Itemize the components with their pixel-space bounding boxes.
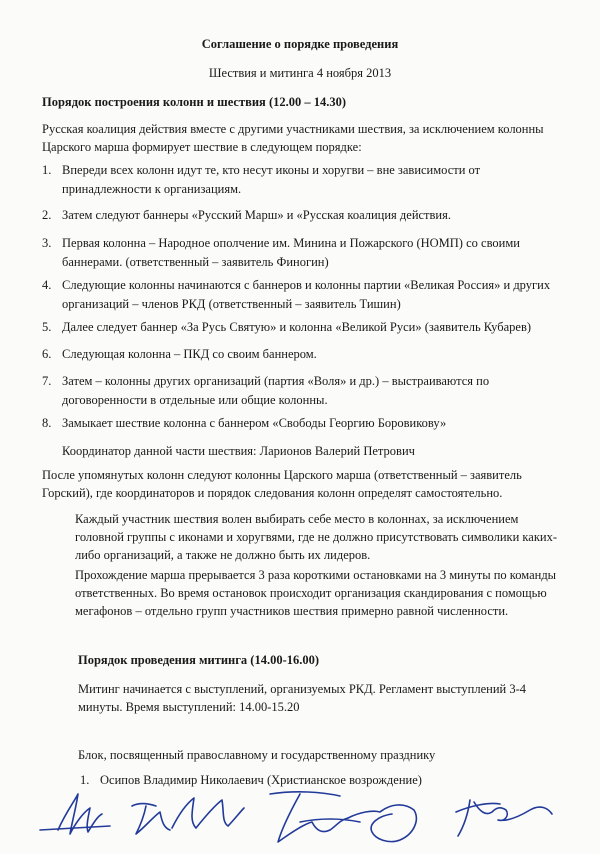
signature-stroke [132,804,170,834]
list-item-number: 8. [42,416,52,430]
document-subtitle: Шествия и митинга 4 ноября 2013 [208,66,392,80]
section-heading-procession: Порядок построения колонн и шествия (12.00 – 14.30) [42,95,347,109]
after-columns-paragraph: После упомянутых колонн следуют колонны Царского марша (ответственный – заявитель Горский), где координаторов и порядок следования колонн определят самостоятельно. [42,468,522,500]
signature-stroke [270,792,348,842]
intro-paragraph: Русская коалиция действия вместе с другими участниками шествия, за исключением колонны Царского марша формирует шествие в следующем порядке: [42,122,544,154]
list-item [42,234,562,272]
list-item [42,276,562,314]
list-item-text: Затем – колонны других организаций (партия «Воля» и др.) – выстраиваются по договоренности в отдельные или общие колонны. [62,374,490,407]
document-title: Соглашение о порядке проведения [201,37,399,51]
list-item [42,372,562,410]
list-item-number: 1. [80,773,90,787]
list-item [42,318,562,337]
list-item-text: Первая колонна – Народное ополчение им. Минина и Пожарского (НОМП) со своими баннерами. (ответственный – заявитель Финогин) [62,236,520,269]
list-item [42,161,562,199]
participants-paragraph: Каждый участник шествия волен выбирать себе место в колоннах, за исключением головной группы с иконами и хоругвями, где не должно присутствовать символики каких-либо организаций, а также не должно быть их лидеров. [75,512,558,562]
list-item-number: 3. [42,236,52,250]
signature-stroke [300,819,360,822]
list-item-text: Впереди всех колонн идут те, кто несут иконы и хоругви – вне зависимости от принадлежности к организациям. [62,163,481,196]
list-item-number: 1. [42,163,52,177]
list-item-number: 2. [42,208,52,222]
coordinator-line: Координатор данной части шествия: Ларионов Валерий Петрович [62,444,415,458]
list-item-text: Далее следует баннер «За Русь Святую» и колонна «Великой Руси» (заявитель Кубарев) [62,320,532,334]
rally-paragraph: Митинг начинается с выступлений, организуемых РКД. Регламент выступлений 3-4 минуты. Время выступлений: 14.00-15.20 [78,682,526,714]
signature-stroke [40,826,110,830]
handwritten-signatures [0,782,600,854]
list-item-number: 5. [42,320,52,334]
block-heading: Блок, посвященный православному и государственному празднику [78,748,436,762]
list-item [42,206,562,225]
list-item [42,414,562,433]
list-item-text: Замыкает шествие колонна с баннером «Свободы Георгию Боровикову» [62,416,447,430]
list-item-text: Следующая колонна – ПКД со своим баннером. [62,347,317,361]
list-item-number: 7. [42,374,52,388]
signature-stroke [348,805,416,842]
list-item-text: Следующие колонны начинаются с баннеров и колонны партии «Великая Россия» и других организаций – членов РКД (ответственный – заявитель Тишин) [62,278,551,311]
march-stops-paragraph: Прохождение марша прерывается 3 раза короткими остановками на 3 минуты по команды ответственных. Во время остановок происходит организация скандирования с помощью мегафонов – отдельно групп участников шествия примерно равной численности. [75,568,557,618]
list-item-text: Затем следуют баннеры «Русский Марш» и «Русская коалиция действия. [62,208,451,222]
list-item-number: 6. [42,347,52,361]
signature-stroke [172,798,244,828]
signature-stroke [458,800,552,836]
list-item-number: 4. [42,278,52,292]
list-item [42,345,562,364]
section-heading-rally: Порядок проведения митинга (14.00-16.00) [78,653,320,667]
list-item-text: Осипов Владимир Николаевич (Христианское возрождение) [100,773,422,787]
